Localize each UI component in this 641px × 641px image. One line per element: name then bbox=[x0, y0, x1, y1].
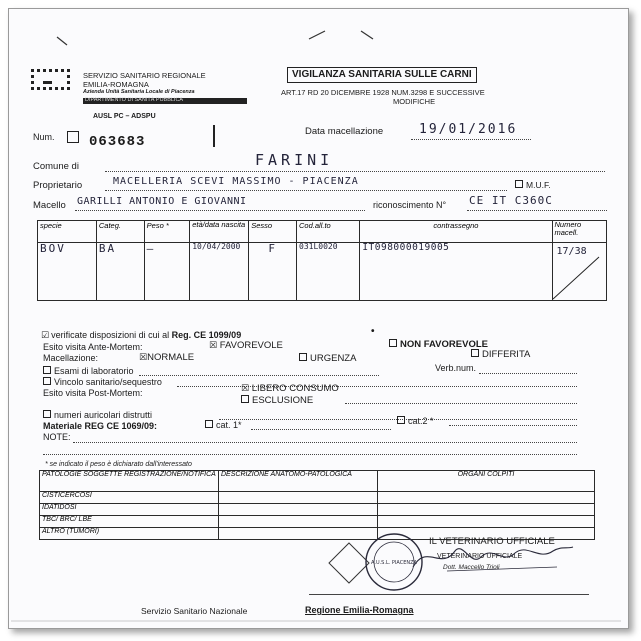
table-row bbox=[38, 243, 607, 301]
riconoscimento-label: riconoscimento N° bbox=[373, 200, 447, 210]
ssr-line4: DIPARTIMENTO DI SANITÀ PUBBLICA bbox=[83, 98, 247, 104]
differita-label: DIFFERITA bbox=[482, 349, 531, 360]
serial-number: 063683 bbox=[89, 134, 146, 150]
verificate-label: verificate disposizioni di cui al bbox=[51, 330, 170, 340]
footer-ssn: Servizio Sanitario Nazionale bbox=[141, 606, 248, 616]
header-numero: Numero macell. bbox=[552, 221, 606, 243]
comune-label: Comune di bbox=[33, 161, 79, 172]
cell-numero-value: 17/38 bbox=[556, 246, 587, 257]
proprietario-label: Proprietario bbox=[33, 180, 83, 191]
esami-label: Esami di laboratorio bbox=[54, 366, 134, 376]
favorevole-option[interactable]: ☒ FAVOREVOLE bbox=[209, 340, 283, 351]
libero-option[interactable]: ☒ LIBERO CONSUMO bbox=[241, 383, 339, 394]
verificate-line: ☑ verificate disposizioni di cui al Reg. CE 1099/09 bbox=[41, 330, 242, 341]
vincolo-label: Vincolo sanitario/sequestro bbox=[54, 377, 162, 387]
macellazione-label: Macellazione: bbox=[43, 353, 99, 363]
cat1-label: cat. 1* bbox=[216, 420, 242, 430]
ssr-line2: EMILIA-ROMAGNA bbox=[83, 80, 149, 89]
ante-label: Esito visita Ante-Mortem: bbox=[43, 342, 143, 352]
esclusione-option[interactable] bbox=[241, 395, 313, 406]
header-sesso: Sesso bbox=[249, 221, 297, 243]
ssr-logo-icon bbox=[29, 67, 73, 95]
post-label: Esito visita Post-Mortem: bbox=[43, 388, 143, 398]
muf-label: M.U.F. bbox=[526, 180, 551, 190]
favorevole-label: FAVOREVOLE bbox=[219, 340, 283, 351]
table-row bbox=[40, 492, 595, 504]
header-eta: età/data nascita bbox=[190, 221, 249, 243]
esclusione-label: ESCLUSIONE bbox=[252, 395, 314, 406]
cell-cod: 031L0020 bbox=[297, 243, 360, 301]
veterinario-title: IL VETERINARIO UFFICIALE bbox=[429, 536, 555, 547]
stray-mark: • bbox=[371, 326, 375, 337]
materiale-label: Materiale REG CE 1069/09: bbox=[43, 421, 158, 431]
cell-contrassegno: IT098000019005 bbox=[360, 243, 552, 301]
stamp-line1: VETERINARIO UFFICIALE bbox=[437, 553, 523, 560]
path-header-1: PATOLOGIE SOGGETTE REGISTRAZIONE/NOTIFICA bbox=[40, 471, 219, 492]
normale-label: NORMALE bbox=[147, 352, 195, 363]
libero-label: LIBERO CONSUMO bbox=[251, 383, 339, 394]
ssr-line1: SERVIZIO SANITARIO REGIONALE bbox=[83, 71, 206, 80]
data-macellazione-value: 19/01/2016 bbox=[419, 122, 518, 137]
muf-field bbox=[515, 180, 551, 190]
ssr-line3: Azienda Unità Sanitaria Locale di Piacenza bbox=[83, 89, 195, 95]
esami-option[interactable] bbox=[43, 366, 134, 376]
hand-signature bbox=[407, 537, 577, 577]
table-row bbox=[40, 516, 595, 528]
non-favorevole-option[interactable] bbox=[389, 339, 488, 350]
path-header-3: ORGANI COLPITI bbox=[378, 471, 595, 492]
auricolari-label: numeri auricolari distrutti bbox=[54, 410, 153, 420]
table-header-row bbox=[38, 221, 607, 243]
cell-eta: 10/04/2000 bbox=[190, 243, 249, 301]
cat2-label: cat.2 * bbox=[408, 416, 434, 426]
table-row bbox=[40, 504, 595, 516]
note-label: NOTE: bbox=[43, 432, 71, 442]
path-header-2: DESCRIZIONE ANATOMO-PATOLOGICA bbox=[219, 471, 378, 492]
vincolo-option[interactable] bbox=[43, 377, 162, 387]
stamp-line2: Dott. Maccello Trioli bbox=[443, 564, 500, 571]
auricolari-option[interactable] bbox=[43, 410, 152, 420]
animal-table bbox=[37, 220, 607, 301]
data-macellazione-label: Data macellazione bbox=[305, 126, 384, 137]
header-peso: Peso * bbox=[144, 221, 190, 243]
header-cod: Cod.all.to bbox=[297, 221, 360, 243]
num-label: Num. bbox=[33, 132, 55, 142]
macello-value: GARILLI ANTONIO E GIOVANNI bbox=[77, 196, 247, 207]
path-row-cisticercosi: CISTICERCOSI bbox=[40, 492, 219, 504]
inspection-form bbox=[9, 9, 628, 628]
urgenza-option[interactable] bbox=[299, 353, 356, 364]
cat2-option[interactable] bbox=[397, 416, 434, 426]
seal-text: A.U.S.L. PIACENZA bbox=[371, 560, 417, 566]
cell-numero bbox=[552, 243, 606, 301]
macello-label: Macello bbox=[33, 200, 66, 211]
normale-option[interactable]: ☒NORMALE bbox=[139, 352, 195, 363]
cell-categ: BA bbox=[96, 243, 144, 301]
header-specie: specie bbox=[38, 221, 97, 243]
document-frame bbox=[8, 8, 629, 629]
law-line2: MODIFICHE bbox=[393, 97, 436, 106]
non-favorevole-label: NON FAVOREVOLE bbox=[400, 339, 488, 350]
serial-bracket bbox=[209, 125, 215, 147]
path-row-altro: ALTRO (TUMORI) bbox=[40, 528, 219, 540]
header-categ: Categ. bbox=[96, 221, 144, 243]
num-box bbox=[67, 131, 79, 143]
riconoscimento-value: CE IT C360C bbox=[469, 194, 553, 207]
cat1-option[interactable] bbox=[205, 420, 242, 430]
stamp-text: AUSL PC – ADSPU bbox=[93, 113, 156, 120]
law-line1: ART.17 RD 20 DICEMBRE 1928 NUM.3298 E SUCCESSIVE bbox=[281, 88, 485, 97]
header-contrassegno: contrassegno bbox=[360, 221, 552, 243]
path-row-tbc: TBC/ BRC/ LBE bbox=[40, 516, 219, 528]
cell-specie: BOV bbox=[38, 243, 97, 301]
footnote: * se indicato il peso è dichiarato dall'interessato bbox=[45, 461, 192, 468]
form-title: VIGILANZA SANITARIA SULLE CARNI bbox=[287, 67, 477, 83]
path-row-idatidosi: IDATIDOSI bbox=[40, 504, 219, 516]
muf-checkbox[interactable] bbox=[515, 180, 523, 188]
cell-sesso: F bbox=[249, 243, 297, 301]
reg-label: Reg. CE 1099/09 bbox=[171, 330, 242, 340]
differita-option[interactable] bbox=[471, 349, 530, 360]
footer-region: Regione Emilia-Romagna bbox=[305, 605, 414, 615]
cell-peso: — bbox=[144, 243, 190, 301]
verb-label: Verb.num. bbox=[435, 363, 477, 373]
proprietario-value: MACELLERIA SCEVI MASSIMO - PIACENZA bbox=[113, 176, 359, 187]
pathology-table bbox=[39, 470, 595, 540]
urgenza-label: URGENZA bbox=[310, 353, 357, 364]
comune-value: FARINI bbox=[255, 151, 334, 169]
pathology-header-row bbox=[40, 471, 595, 492]
